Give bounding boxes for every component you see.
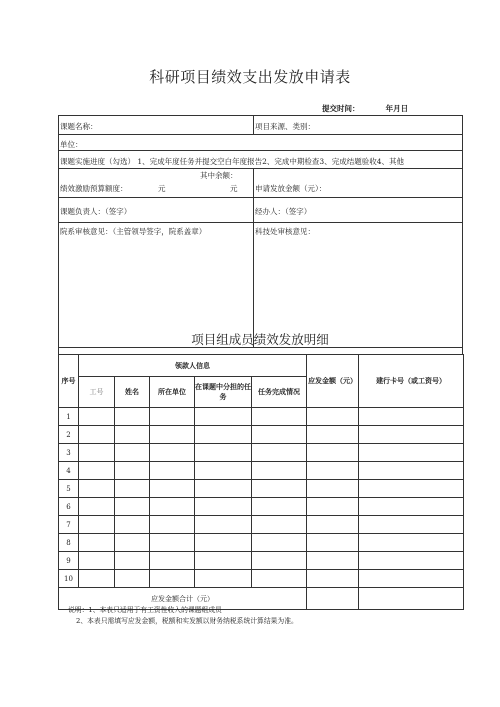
name-cell[interactable] xyxy=(115,534,150,552)
balance-field: 其中余额： xyxy=(200,171,238,180)
task-cell[interactable] xyxy=(195,552,252,570)
card-cell[interactable] xyxy=(359,462,464,480)
members-title: 项目组成员绩效发放明细 xyxy=(191,332,329,347)
form-border-right xyxy=(462,322,463,355)
task-cell[interactable] xyxy=(195,534,252,552)
form-divider xyxy=(58,134,463,135)
staff-id-cell[interactable] xyxy=(79,534,115,552)
card-cell[interactable] xyxy=(359,516,464,534)
completion-cell[interactable] xyxy=(252,462,307,480)
name-cell[interactable] xyxy=(115,498,150,516)
task-cell[interactable] xyxy=(195,426,252,444)
amount-cell[interactable] xyxy=(307,462,359,480)
amount-cell[interactable] xyxy=(307,534,359,552)
row-number: 8 xyxy=(59,534,79,552)
task-cell[interactable] xyxy=(195,570,252,588)
table-row xyxy=(59,444,464,462)
completion-cell[interactable] xyxy=(252,480,307,498)
table-row xyxy=(59,534,464,552)
staff-id-cell[interactable] xyxy=(79,426,115,444)
task-cell[interactable] xyxy=(195,462,252,480)
dept-opinion-field: 院系审核意见：（主管领导签字，院系盖章） xyxy=(60,227,207,236)
apply-amount-field: 申请发放金额（元）： xyxy=(255,184,327,193)
header-amount: 应发金额（元） xyxy=(307,355,359,408)
staff-id-cell[interactable] xyxy=(79,516,115,534)
header-name: 姓名 xyxy=(115,377,150,408)
row-number: 3 xyxy=(59,444,79,462)
row-number: 10 xyxy=(59,570,79,588)
members-table xyxy=(58,354,464,610)
row-number: 9 xyxy=(59,552,79,570)
table-row xyxy=(59,498,464,516)
name-cell[interactable] xyxy=(115,570,150,588)
form-divider xyxy=(58,150,463,151)
form-border-top xyxy=(58,115,463,116)
card-cell[interactable] xyxy=(359,552,464,570)
form-col-divider xyxy=(253,115,254,134)
staff-id-cell[interactable] xyxy=(79,498,115,516)
yuan-unit: 元 xyxy=(158,184,166,193)
name-cell[interactable] xyxy=(115,552,150,570)
submit-time-label: 提交时间： xyxy=(322,104,360,113)
office-opinion-field: 科技处审核意见： xyxy=(255,227,315,236)
yuan-unit: 元 xyxy=(230,184,238,193)
amount-cell[interactable] xyxy=(307,480,359,498)
submit-time xyxy=(322,103,408,114)
card-cell[interactable] xyxy=(359,534,464,552)
table-row xyxy=(59,480,464,498)
progress-field: 课题实施进度（勾选） 1、完成年度任务并提交空白年度报告2、完成中期检查3、完成结题验收4、其他 xyxy=(60,157,404,166)
card-cell[interactable] xyxy=(359,426,464,444)
completion-cell[interactable] xyxy=(252,552,307,570)
staff-id-cell[interactable] xyxy=(79,480,115,498)
task-cell[interactable] xyxy=(195,444,252,462)
card-cell[interactable] xyxy=(359,480,464,498)
header-card: 建行卡号（或工资号） xyxy=(359,355,464,408)
unit-cell[interactable] xyxy=(150,444,195,462)
table-row xyxy=(59,462,464,480)
unit-cell[interactable] xyxy=(150,480,195,498)
staff-id-cell[interactable] xyxy=(79,552,115,570)
amount-cell[interactable] xyxy=(307,498,359,516)
project-source-field: 项目来源、类别： xyxy=(255,122,315,131)
amount-cell[interactable] xyxy=(307,516,359,534)
card-cell[interactable] xyxy=(359,570,464,588)
amount-cell[interactable] xyxy=(307,426,359,444)
unit-cell[interactable] xyxy=(150,462,195,480)
task-cell[interactable] xyxy=(195,498,252,516)
table-row xyxy=(59,408,464,426)
amount-cell[interactable] xyxy=(307,552,359,570)
name-cell[interactable] xyxy=(115,480,150,498)
total-amount-cell[interactable] xyxy=(307,588,359,610)
name-cell[interactable] xyxy=(115,444,150,462)
table-row xyxy=(59,426,464,444)
form-divider xyxy=(58,168,463,169)
completion-cell[interactable] xyxy=(252,570,307,588)
row-number: 4 xyxy=(59,462,79,480)
total-label: 应发金额合计（元） xyxy=(59,588,307,610)
task-cell[interactable] xyxy=(195,480,252,498)
completion-cell[interactable] xyxy=(252,498,307,516)
total-card-cell xyxy=(359,588,464,610)
completion-cell[interactable] xyxy=(252,408,307,426)
header-task: 在课题中分担的任务 xyxy=(195,377,252,408)
staff-id-cell[interactable] xyxy=(79,444,115,462)
header-completion: 任务完成情况 xyxy=(252,377,307,408)
name-cell[interactable] xyxy=(115,426,150,444)
card-cell[interactable] xyxy=(359,498,464,516)
unit-cell[interactable] xyxy=(150,516,195,534)
header-recipient: 领款人信息 xyxy=(79,355,307,377)
form-divider xyxy=(58,197,463,198)
task-cell[interactable] xyxy=(195,516,252,534)
unit-cell[interactable] xyxy=(150,570,195,588)
card-cell[interactable] xyxy=(359,444,464,462)
amount-cell[interactable] xyxy=(307,408,359,426)
row-number: 1 xyxy=(59,408,79,426)
staff-id-cell[interactable] xyxy=(79,462,115,480)
incentive-budget-field: 绩效激励预算额度： xyxy=(60,184,128,193)
completion-cell[interactable] xyxy=(252,426,307,444)
table-row xyxy=(59,570,464,588)
unit-cell[interactable] xyxy=(150,552,195,570)
leader-signature-field: 课题负责人：（签字） xyxy=(60,207,132,216)
note-line: 2、本表只需填写应发金额，税额和实发额以财务纳税系统计算结果为准。 xyxy=(76,617,298,625)
form-border-left xyxy=(58,322,59,355)
row-number: 7 xyxy=(59,516,79,534)
completion-cell[interactable] xyxy=(252,534,307,552)
card-cell[interactable] xyxy=(359,408,464,426)
unit-cell[interactable] xyxy=(150,426,195,444)
form-col-divider xyxy=(253,168,254,347)
header-unit: 所在单位 xyxy=(150,377,195,408)
unit-cell[interactable] xyxy=(150,534,195,552)
row-number: 5 xyxy=(59,480,79,498)
page-title: 科研项目绩效支出发放申请表 xyxy=(149,68,351,86)
completion-cell[interactable] xyxy=(252,444,307,462)
task-cell[interactable] xyxy=(195,408,252,426)
row-number: 2 xyxy=(59,426,79,444)
staff-id-cell[interactable] xyxy=(79,570,115,588)
handler-signature-field: 经办人：（签字） xyxy=(255,207,312,216)
name-cell[interactable] xyxy=(115,516,150,534)
name-cell[interactable] xyxy=(115,408,150,426)
completion-cell[interactable] xyxy=(252,516,307,534)
table-row xyxy=(59,552,464,570)
unit-cell[interactable] xyxy=(150,408,195,426)
amount-cell[interactable] xyxy=(307,444,359,462)
submit-time-date: 年月日 xyxy=(385,104,409,113)
name-cell[interactable] xyxy=(115,462,150,480)
header-staff-id: 工号 xyxy=(79,377,115,408)
project-name-field: 课题名称： xyxy=(60,122,98,131)
form-divider xyxy=(58,222,463,223)
staff-id-cell[interactable] xyxy=(79,408,115,426)
header-seq: 序号 xyxy=(59,355,79,408)
table-row xyxy=(59,516,464,534)
unit-cell[interactable] xyxy=(150,498,195,516)
note-line: 说明：1、本表只适用于有工资性收入的课题组成员 xyxy=(68,606,222,614)
unit-field: 单位： xyxy=(60,140,83,149)
amount-cell[interactable] xyxy=(307,570,359,588)
row-number: 6 xyxy=(59,498,79,516)
